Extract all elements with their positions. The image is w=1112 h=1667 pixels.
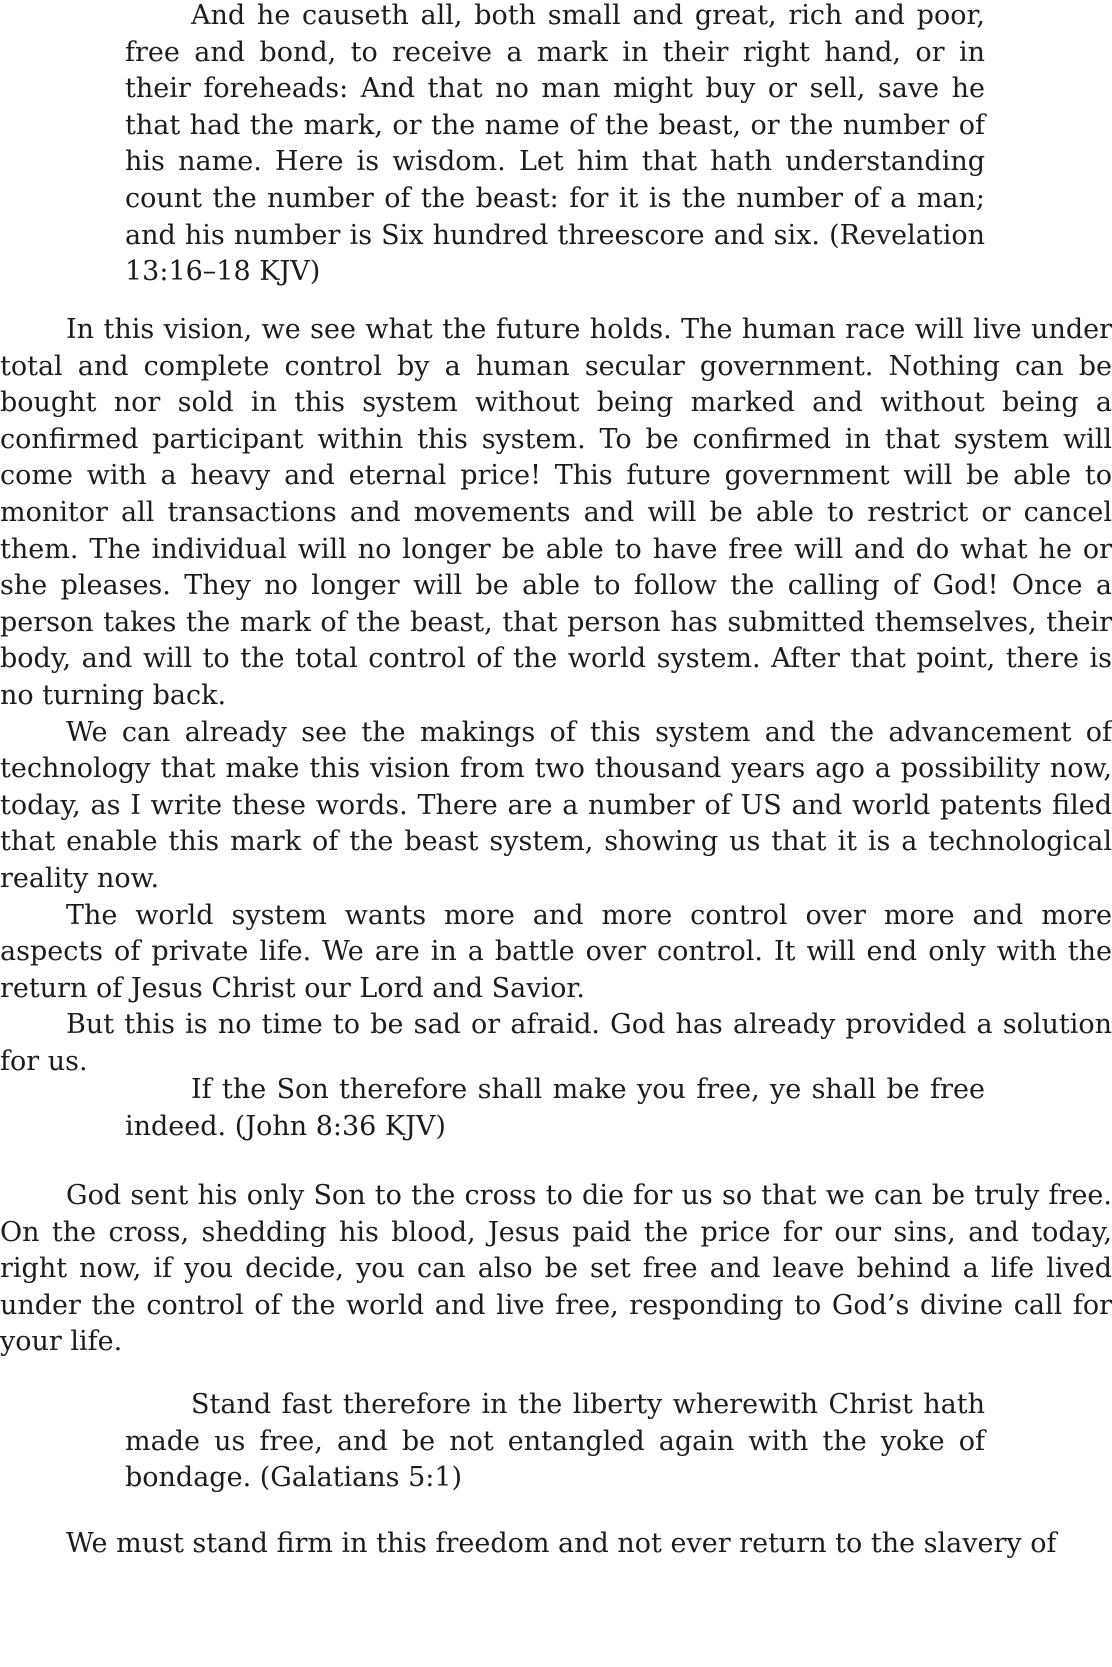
paragraph: The world system wants more and more control over more and more aspects of private life. We are in a battle over control. It will end only with the return of Jesus Christ our Lord and Savior.	[0, 899, 1112, 1004]
scripture-quote-john	[125, 1072, 985, 1145]
scripture-quote-galatians	[125, 1387, 985, 1497]
scripture-quote-revelation	[125, 0, 985, 291]
quote-text: Stand fast therefore in the liberty wherewith Christ hath made us free, and be not entangled again with the yoke of bondage. (Galatians 5:1)	[125, 1389, 985, 1494]
paragraph: We must stand firm in this freedom and not ever return to the slavery of	[66, 1528, 1057, 1559]
body-section-2	[0, 1178, 1112, 1361]
paragraph: In this vision, we see what the future holds. The human race will live under total and complete control by a human secular government. Nothing can be bought nor sold in this system without being marked and without being a confirmed participant within this system. To be confirmed in that system will come with a heavy and eternal price! This future government will be able to monitor all transactions and movements and will be able to restrict or cancel them. The individual will no longer be able to have free will and do what he or she pleases. They no longer will be able to follow the calling of God! Once a person takes the mark of the beast, that person has submitted themselves, their body, and will to the total control of the world system. After that point, there is no turning back.	[0, 314, 1112, 711]
paragraph: God sent his only Son to the cross to die for us so that we can be truly free. On the cross, shedding his blood, Jesus paid the price for our sins, and today, right now, if you decide, you can also be set free and leave behind a life lived under the control of the world and live free, responding to God’s divine call for your life.	[0, 1180, 1112, 1358]
quote-text: If the Son therefore shall make you free, ye shall be free indeed. (John 8:36 KJV)	[125, 1074, 985, 1142]
body-section-1	[0, 312, 1112, 1080]
body-section-3	[0, 1526, 1112, 1563]
quote-text: And he causeth all, both small and great, rich and poor, free and bond, to receive a mark in their right hand, or in their foreheads: And that no man might buy or sell, save he that had the mark, or the name of the beast, or the number of his name. Here is wisdom. Let him that hath understanding count the number of the beast: for it is the number of a man; and his number is Six hundred threescore and six. (Revelation 13:16–18 KJV)	[125, 0, 985, 288]
paragraph: We can already see the makings of this system and the advancement of technology that make this vision from two thousand years ago a possibility now, today, as I write these words. There are a number of US and world patents filed that enable this mark of the beast system, showing us that it is a technological reality now.	[0, 716, 1112, 894]
paragraph: But this is no time to be sad or afraid. God has already provided a solution for us.	[0, 1009, 1112, 1077]
